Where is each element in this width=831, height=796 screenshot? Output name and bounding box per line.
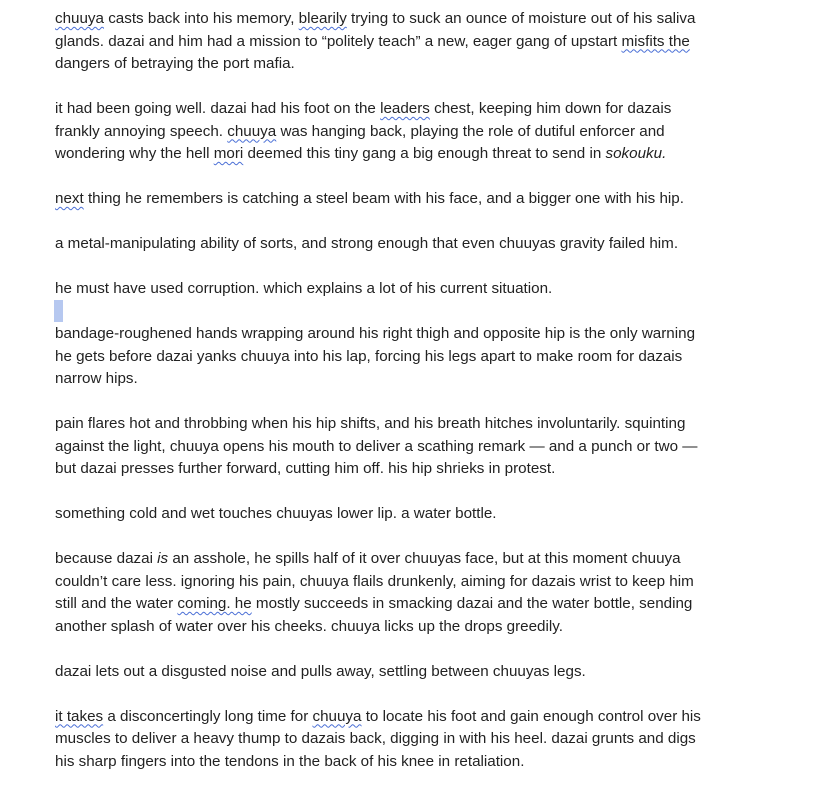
spellcheck-flagged-word[interactable]: leaders [380, 100, 430, 117]
text-line [55, 413, 775, 436]
spellcheck-flagged-word[interactable]: mori [213, 145, 244, 162]
text-line [55, 616, 775, 639]
paragraph[interactable] [55, 413, 775, 481]
text-line [55, 368, 775, 391]
spellcheck-flagged-word[interactable]: misfits the [621, 32, 690, 50]
text-line [55, 278, 775, 301]
text-line [55, 436, 775, 459]
text-line [55, 571, 775, 594]
text-run: he must have used corruption. which explains a lot of his current situation. [55, 280, 553, 297]
text-line [55, 751, 775, 774]
italic-text: is [157, 550, 169, 567]
spellcheck-flagged-word[interactable]: coming. he [177, 595, 252, 612]
text-line [55, 188, 775, 211]
text-run: an asshole, he spills half of it over chuuyas face, but at this moment chuuya [168, 550, 681, 567]
spellcheck-flagged-word[interactable]: it takes [55, 707, 104, 725]
paragraph[interactable] [55, 8, 775, 76]
text-run: thing he remembers is catching a steel beam with his face, and a bigger one with his hip. [83, 190, 684, 207]
paragraph[interactable] [55, 323, 775, 391]
spellcheck-flagged-word[interactable]: chuuya [55, 10, 104, 27]
text-line [55, 728, 775, 751]
text-run: couldn’t care less. ignoring his pain, chuuya flails drunkenly, aiming for dazais wrist to keep him [55, 572, 694, 590]
text-line [55, 706, 775, 729]
text-line [55, 661, 775, 684]
text-run: glands. dazai and him had a mission to “politely teach” a new, eager gang of upstart [55, 32, 622, 50]
text-run: chest, keeping him down for dazais [429, 100, 672, 117]
paragraph[interactable] [55, 706, 775, 774]
text-run: against the light, chuuya opens his mouth to deliver a scathing remark — and a punch or two — [55, 437, 698, 455]
text-run: dangers of betraying the port mafia. [55, 55, 295, 72]
text-line [55, 346, 775, 369]
text-run: pain flares hot and throbbing when his hip shifts, and his breath hitches involuntarily. squinting [55, 415, 686, 432]
text-line [55, 31, 775, 54]
paragraph[interactable] [55, 98, 775, 166]
text-line [55, 143, 775, 166]
text-run: casts back into his memory, [103, 10, 299, 27]
text-run: frankly annoying speech. [55, 122, 228, 140]
text-run: was hanging back, playing the role of dutiful enforcer and [276, 122, 665, 140]
paragraph[interactable] [55, 188, 775, 211]
text-run: deemed this tiny gang a big enough threat to send in [243, 145, 606, 162]
text-line [55, 98, 775, 121]
text-line [55, 323, 775, 346]
text-line [55, 458, 775, 481]
text-line [55, 593, 775, 616]
text-run: but dazai presses further forward, cutting him off. his hip shrieks in protest. [55, 460, 556, 477]
text-run: wondering why the hell [55, 145, 214, 162]
text-run: still and the water [55, 595, 178, 612]
paragraph[interactable] [55, 503, 775, 526]
text-run: something cold and wet touches chuuyas lower lip. a water bottle. [55, 505, 497, 522]
spellcheck-flagged-word[interactable]: blearily [298, 10, 347, 27]
paragraph[interactable] [55, 278, 775, 301]
text-run: narrow hips. [55, 370, 138, 387]
text-line [55, 233, 775, 256]
text-run: dazai lets out a disgusted noise and pulls away, settling between chuuyas legs. [55, 662, 586, 680]
text-run: bandage-roughened hands wrapping around his right thigh and opposite hip is the only warning [55, 325, 696, 342]
text-run: a disconcertingly long time for [103, 707, 313, 725]
document-body[interactable] [55, 8, 775, 796]
text-line [55, 503, 775, 526]
text-run: to locate his foot and gain enough control over his [361, 707, 701, 725]
spellcheck-flagged-word[interactable]: chuuya [227, 122, 277, 140]
text-run: a metal-manipulating ability of sorts, and strong enough that even chuuyas gravity failed him. [55, 235, 679, 252]
text-line [55, 548, 775, 571]
text-run: trying to suck an ounce of moisture out of his saliva [346, 10, 696, 27]
text-run: his sharp fingers into the tendons in the back of his knee in retaliation. [55, 752, 525, 770]
text-line [55, 121, 775, 144]
text-run: mostly succeeds in smacking dazai and the water bottle, sending [251, 595, 693, 612]
spellcheck-flagged-word[interactable]: chuuya [312, 707, 362, 725]
italic-text: sokouku. [605, 145, 667, 162]
paragraph[interactable] [55, 233, 775, 256]
paragraph[interactable] [55, 548, 775, 638]
text-run: muscles to deliver a heavy thump to dazais back, digging in with his heel. dazai grunts and digs [55, 730, 696, 747]
spellcheck-flagged-word[interactable]: next [55, 190, 84, 207]
text-line [55, 8, 775, 31]
text-run: because dazai [55, 550, 158, 567]
text-run: it had been going well. dazai had his foot on the [55, 100, 381, 117]
text-line [55, 53, 775, 76]
paragraph[interactable] [55, 661, 775, 684]
text-run: he gets before dazai yanks chuuya into his lap, forcing his legs apart to make room for dazais [55, 347, 683, 365]
text-run: another splash of water over his cheeks. chuuya licks up the drops greedily. [55, 617, 563, 635]
